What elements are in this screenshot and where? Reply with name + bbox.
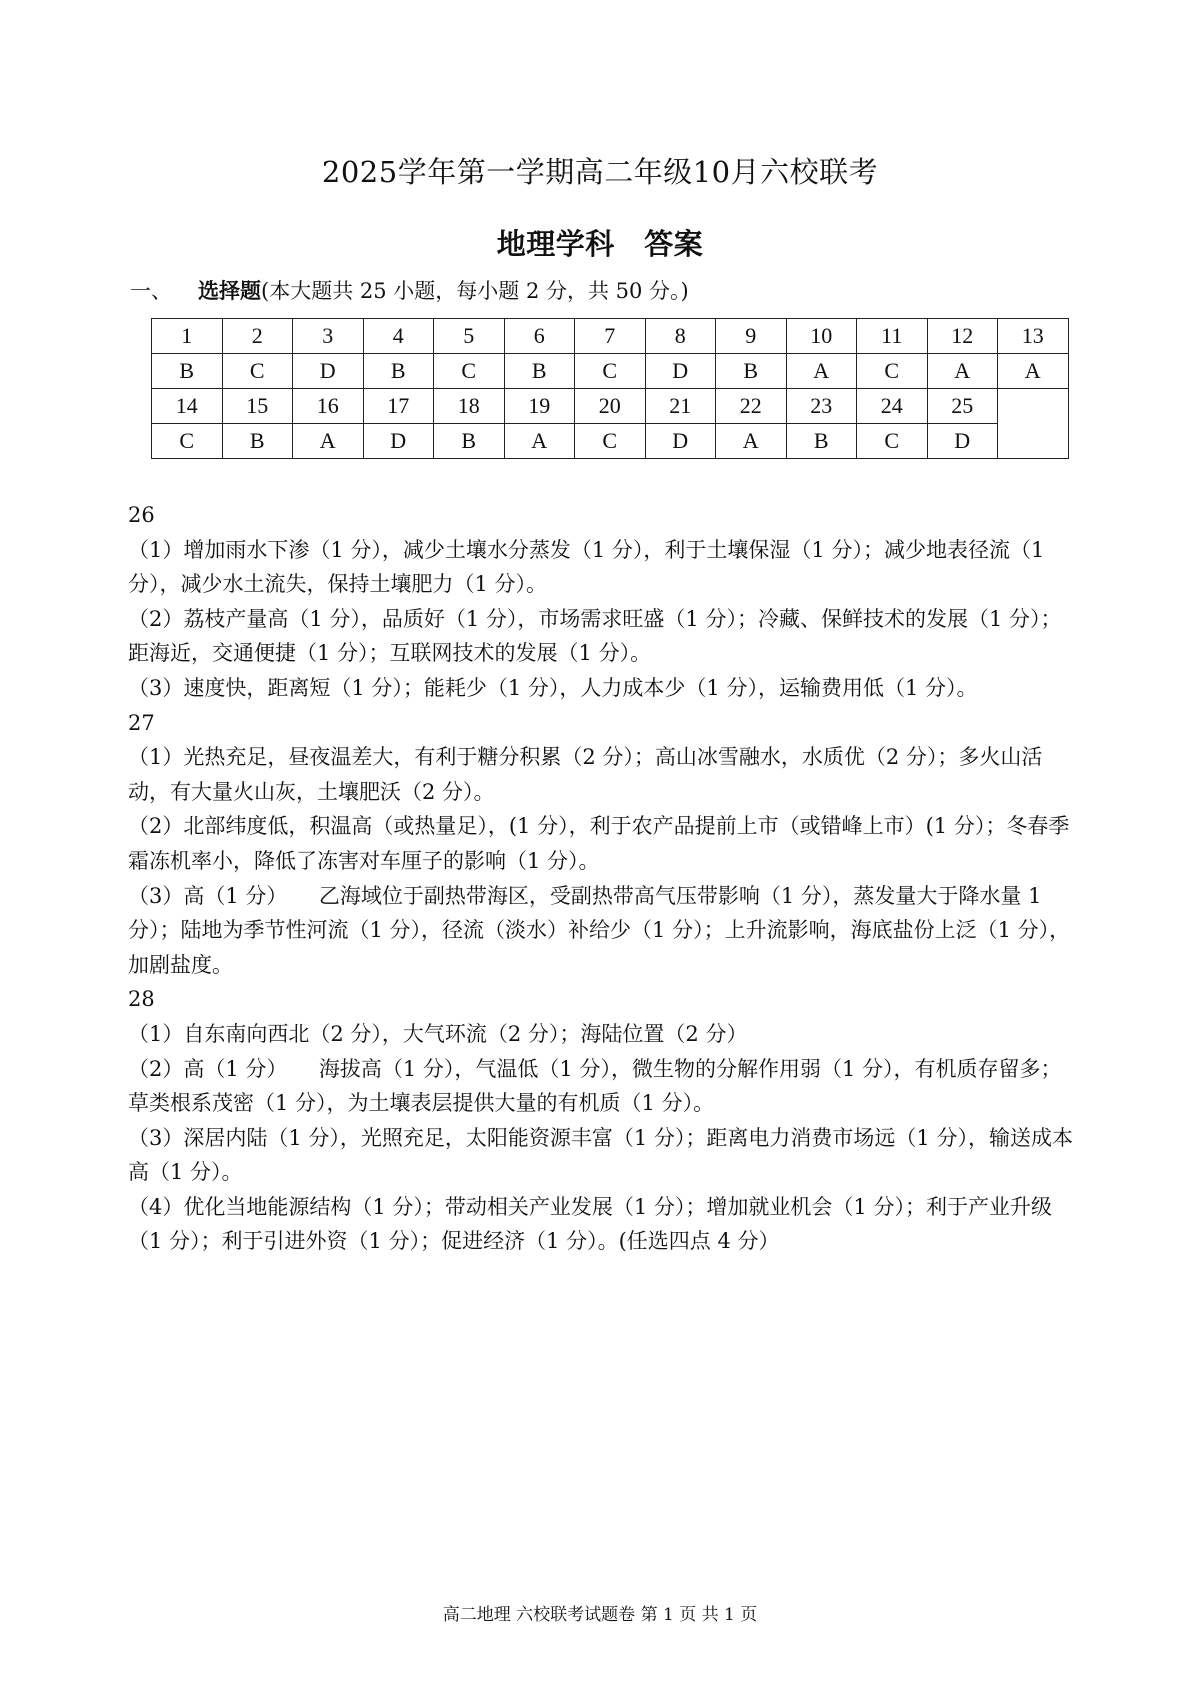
exam-title: 2025学年第一学期高二年级10月六校联考 [321, 155, 879, 189]
question-number-cell: 8 [645, 319, 716, 354]
answer-cell: C [575, 354, 646, 389]
question-number-cell: 11 [857, 319, 928, 354]
question-number-cell: 6 [504, 319, 575, 354]
page-footer: 高二地理 六校联考试题卷 第 1 页 共 1 页 [442, 1605, 758, 1625]
answer-part: （3）深居内陆（1 分），光照充足，太阳能资源丰富（1 分）；距离电力消费市场远（1 分），输送成本高（1 分）。 [128, 1125, 1073, 1185]
answer-key-row [152, 354, 1069, 389]
answer-cell: B [152, 354, 223, 389]
question-number-row [152, 389, 1069, 424]
section-label: 选择题 [198, 278, 261, 303]
answer-cell: D [645, 354, 716, 389]
question-number: 27 [128, 710, 155, 735]
answer-cell: A [293, 424, 364, 459]
question-number-cell: 17 [363, 389, 434, 424]
answers-body [128, 498, 1078, 1259]
answer-cell: D [645, 424, 716, 459]
question-number: 28 [128, 987, 155, 1012]
subject-title: 地理学科 答案 [496, 227, 704, 261]
section-multiple-choice-heading [130, 275, 689, 305]
answer-cell: A [716, 424, 787, 459]
answer-cell: D [363, 424, 434, 459]
question-number: 26 [128, 503, 155, 527]
question-number-cell: 18 [434, 389, 505, 424]
answer-part: （2）荔枝产量高（1 分），品质好（1 分），市场需求旺盛（1 分）；冷藏、保鲜技术的发展（1 分）；距海近，交通便捷（1 分）；互联网技术的发展（1 分）。 [128, 606, 1062, 666]
question-number-cell: 16 [293, 389, 364, 424]
answer-table [151, 318, 1069, 459]
answer-cell: C [152, 424, 223, 459]
answer-part: （1）光热充足，昼夜温差大，有利于糖分积累（2 分）；高山冰雪融水，水质优（2 分）；多火山活动，有大量火山灰，土壤肥沃（2 分）。 [128, 745, 1043, 804]
answer-cell: B [222, 424, 293, 459]
answer-part: （3）高（1 分） 乙海域位于副热带海区，受副热带高气压带影响（1 分），蒸发量大于降水量 1 分）；陆地为季节性河流（1 分），径流（淡水）补给少（1 分）；上升流影响，海底盐份上泛（1 分），加剧盐度。 [128, 883, 1071, 977]
question-number-cell: 7 [575, 319, 646, 354]
question-number-cell: 4 [363, 319, 434, 354]
answer-cell: B [786, 424, 857, 459]
answer-cell: C [857, 354, 928, 389]
answer-part: （3）速度快，距离短（1 分）；能耗少（1 分），人力成本少（1 分），运输费用低（1 分）。 [128, 675, 978, 700]
question-number-cell: 13 [998, 319, 1069, 354]
question-number-cell: 24 [857, 389, 928, 424]
question-number-cell: 3 [293, 319, 364, 354]
answer-cell: C [434, 354, 505, 389]
answer-part: （4）优化当地能源结构（1 分）；带动相关产业发展（1 分）；增加就业机会（1 分）；利于产业升级（1 分）；利于引进外资（1 分）；促进经济（1 分）。(任选四点 4 分） [128, 1194, 1052, 1254]
question-number-cell: 22 [716, 389, 787, 424]
answer-cell: B [363, 354, 434, 389]
answer-cell: C [222, 354, 293, 389]
answer-cell: C [575, 424, 646, 459]
answer-cell: C [857, 424, 928, 459]
answer-cell: D [293, 354, 364, 389]
answer-cell: B [434, 424, 505, 459]
question-number-cell: 21 [645, 389, 716, 424]
answer-part: （1）增加雨水下渗（1 分），减少土壤水分蒸发（1 分），利于土壤保湿（1 分）；减少地表径流（1 分），减少水土流失，保持土壤肥力（1 分）。 [128, 537, 1045, 597]
question-number-cell: 20 [575, 389, 646, 424]
question-number-cell: 5 [434, 319, 505, 354]
question-number-row [152, 319, 1069, 354]
question-number-cell: 10 [786, 319, 857, 354]
answer-cell: A [998, 354, 1069, 389]
question-number-cell: 25 [927, 389, 998, 424]
answer-key-row [152, 424, 1069, 459]
question-number-cell: 9 [716, 319, 787, 354]
answer-cell: B [504, 354, 575, 389]
question-number-cell [998, 389, 1069, 459]
answer-cell: A [786, 354, 857, 389]
question-number-cell: 2 [222, 319, 293, 354]
answer-part: （2）高（1 分） 海拔高（1 分），气温低（1 分），微生物的分解作用弱（1 分），有机质存留多；草类根系茂密（1 分），为土壤表层提供大量的有机质（1 分）。 [128, 1056, 1062, 1116]
answer-cell: D [927, 424, 998, 459]
question-number-cell: 23 [786, 389, 857, 424]
question-number-cell: 15 [222, 389, 293, 424]
question-number-cell: 14 [152, 389, 223, 424]
question-number-cell: 19 [504, 389, 575, 424]
answer-cell: A [504, 424, 575, 459]
answer-cell: A [927, 354, 998, 389]
section-number: 一、 [130, 279, 172, 303]
answer-part: （1）自东南向西北（2 分），大气环流（2 分）；海陆位置（2 分） [128, 1021, 748, 1046]
question-number-cell: 1 [152, 319, 223, 354]
question-number-cell: 12 [927, 319, 998, 354]
answer-cell: B [716, 354, 787, 389]
answer-part: （2）北部纬度低，积温高（或热量足），(1 分），利于农产品提前上市（或错峰上市）(1 分）；冬春季霜冻机率小，降低了冻害对车厘子的影响（1 分）。 [128, 814, 1070, 873]
section-note: (本大题共 25 小题，每小题 2 分，共 50 分。) [261, 279, 689, 303]
